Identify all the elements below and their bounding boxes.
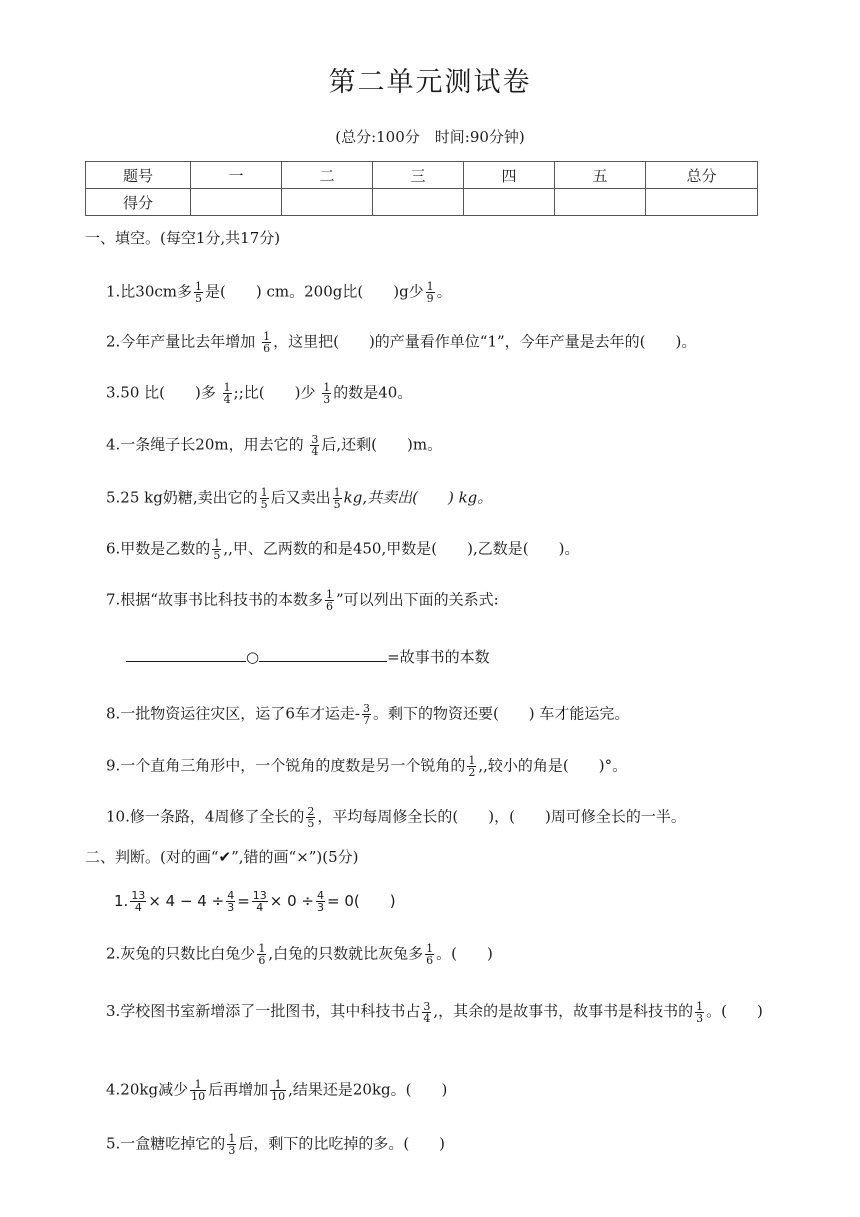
question-fill-5 [106,487,492,510]
question-text-segment: 1. [114,892,129,910]
question-judge-3 [106,996,806,1026]
fraction-denominator: 7 [362,714,370,727]
question-text-segment: 后又卖出 [270,488,331,507]
fraction [316,890,325,913]
fraction-denominator: 3 [323,393,331,406]
score-table-header-cell: 总分 [646,162,758,189]
score-table-header-row [86,162,758,189]
fraction-denominator: 4 [311,445,319,458]
fraction-denominator: 5 [333,498,341,511]
fraction-denominator: 6 [263,342,271,355]
fraction-denominator: 3 [316,901,324,914]
answer-blank [126,647,246,662]
score-table-score-row [86,189,758,216]
fraction [426,281,435,304]
question-text-segment: 2.今年产量比去年增加 [106,332,261,351]
fraction-denominator: 4 [423,1011,431,1025]
fraction-numerator: 1 [213,537,221,550]
page-title: 第二单元测试卷 [328,67,532,98]
question-text-segment: =故事书的本数 [387,648,490,666]
fraction-numerator: 3 [423,999,431,1013]
fraction [257,943,266,966]
question-fill-10 [106,806,686,829]
fraction [270,1079,286,1102]
question-text-segment: ”可以列出下面的关系式: [335,590,499,609]
section-heading-judge: 二、判断。(对的画“✔”,错的画“×”)(5分) [85,848,359,866]
fraction-denominator: 10 [271,1090,286,1103]
fraction-numerator: 1 [223,381,231,394]
question-text-segment: 7.根据“故事书比科技书的本数多 [106,590,323,609]
question-text-segment: 5.一盒糖吃掉它的 [106,1134,226,1153]
question-text-segment: 。( ) [436,944,493,963]
question-judge-1 [114,890,396,913]
fraction [130,890,146,913]
question-fill-3 [106,382,412,405]
fraction [322,382,331,405]
fraction-numerator: 2 [307,805,315,818]
question-fill-8 [106,703,629,726]
fraction-numerator: 1 [190,1079,206,1091]
question-fill-9 [106,755,627,778]
question-text-segment: 3.50 比( )多 [106,383,221,402]
fraction-numerator: 1 [325,588,333,601]
fraction-denominator: 6 [426,954,434,967]
question-text-segment: 后，剩下的比吃掉的多。( ) [238,1134,446,1153]
question-text-segment: 10.修一条路，4周修了全长的 [106,807,305,826]
fraction-numerator: 1 [228,1132,236,1145]
fraction-numerator: 1 [333,486,341,499]
fraction-denominator: 3 [228,1144,236,1157]
score-cell [555,189,646,216]
fraction-denominator: 2 [468,766,476,779]
fraction-numerator: 4 [227,889,235,902]
fraction-denominator: 5 [307,817,315,830]
fraction [425,943,434,966]
question-text-segment: 。 [436,282,452,301]
fraction [223,382,232,405]
fraction [310,434,319,457]
score-table-header-cell: 四 [464,162,555,189]
fraction-numerator: 1 [696,999,704,1013]
score-cell [282,189,373,216]
question-text-segment: ;;比( )少 [233,383,321,402]
score-cell [191,189,282,216]
fraction-denominator: 3 [227,901,235,914]
answer-blank [259,647,387,662]
fraction-numerator: 1 [260,486,268,499]
fraction-denominator: 4 [223,393,231,406]
fraction-numerator: 1 [323,381,331,394]
fraction [252,890,268,913]
fraction [695,1001,704,1024]
question-text-segment: ,,较小的角是( )°。 [478,756,628,775]
fraction-denominator: 5 [195,292,203,305]
score-table-header-cell: 一 [191,162,282,189]
page-subtitle: (总分:100分 时间:90分钟) [335,128,525,146]
fraction [227,1133,236,1156]
question-text-segment: 2.灰兔的只数比白兔少 [106,944,256,963]
fraction-numerator: 1 [426,942,434,955]
fraction-denominator: 6 [258,954,266,967]
fraction [333,487,342,510]
question-text-segment: 后再增加 [208,1080,269,1099]
question-text-segment: ,，其余的是故事书，故事书是科技书的 [433,1002,694,1020]
question-text-segment: ，平均每周修全长的( )，( )周可修全长的一半。 [317,807,686,826]
question-fill-2 [106,331,696,354]
fraction [422,1001,431,1024]
circle-symbol: ○ [246,648,260,666]
fraction-numerator: 1 [468,754,476,767]
fraction [306,806,315,829]
question-text-segment: kg,共卖出( ) kg。 [343,488,493,507]
fraction-numerator: 1 [270,1079,286,1091]
question-text-segment: × 0 ÷ [269,892,314,910]
question-judge-5 [106,1133,445,1156]
fraction [260,487,269,510]
fraction [190,1079,206,1102]
fraction-numerator: 3 [311,433,319,446]
fraction-numerator: 4 [316,889,324,902]
fraction-numerator: 13 [131,889,146,902]
fraction-numerator: 1 [258,942,266,955]
fraction-numerator: 1 [195,280,203,293]
question-text-segment: ,,甲、乙两数的和是450,甲数是( ),乙数是( )。 [223,539,580,558]
fraction-denominator: 4 [134,901,142,914]
fraction [325,589,334,612]
fraction-denominator: 6 [325,600,333,613]
question-fill-6 [106,538,579,561]
question-text-segment: 是( ) cm。200g比( )g少 [205,282,424,301]
score-table-row-label: 得分 [86,189,191,216]
fraction [262,331,271,354]
question-fill-7 [106,589,499,612]
question-text-segment: 后,还剩( )m。 [321,435,443,454]
question-text-segment: 4.20kg减少 [106,1080,189,1099]
fraction [362,703,371,726]
fraction [226,890,235,913]
fraction-denominator: 4 [256,901,264,914]
score-table-header-cell: 题号 [86,162,191,189]
question-text-segment: = [237,892,250,910]
score-table-header-cell: 二 [282,162,373,189]
question-text-segment: 。剩下的物资还要( ) 车才能运完。 [372,704,630,723]
fraction [467,755,476,778]
question-text-segment: 1.比30cm多 [106,282,193,301]
question-judge-2 [106,943,493,966]
question-text-segment: 6.甲数是乙数的 [106,539,211,558]
question-text-segment: = 0( ) [326,892,396,910]
score-table-header-cell: 三 [373,162,464,189]
fraction-numerator: 1 [263,330,271,343]
score-cell [373,189,464,216]
question-text-segment: ,结果还是20kg。( ) [288,1080,448,1099]
question-text-segment: 5.25 kg奶糖,卖出它的 [106,488,258,507]
fraction-denominator: 5 [260,498,268,511]
question-judge-4 [106,1079,447,1102]
fraction-denominator: 5 [213,549,221,562]
question-text-segment: 3.学校图书室新增添了一批图书，其中科技书占 [106,1002,421,1020]
question-text-segment: 。( ) [706,1002,763,1020]
fraction-denominator: 3 [696,1011,704,1025]
question-text-segment: × 4 − 4 ÷ [148,892,225,910]
question-text-segment: 8.一批物资运往灾区，运了6车才运走- [106,704,360,723]
question-text-segment: ,白兔的只数就比灰兔多 [268,944,424,963]
score-cell [464,189,555,216]
question-text-segment: 的数是40。 [333,383,413,402]
question-text-segment: ，这里把( )的产量看作单位“1”，今年产量是去年的( )。 [273,332,697,351]
fraction-numerator: 13 [252,889,267,902]
score-table-header-cell: 五 [555,162,646,189]
question-fill-4 [106,434,442,457]
question-text-segment: 4.一条绳子长20m，用去它的 [106,435,309,454]
fraction-numerator: 1 [426,280,434,293]
fraction [212,538,221,561]
question-7-formula [126,647,490,667]
section-heading-fill-in: 一、填空。(每空1分,共17分) [85,229,281,247]
score-cell [646,189,758,216]
fraction-numerator: 3 [362,702,370,715]
question-text-segment: 9.一个直角三角形中，一个锐角的度数是另一个锐角的 [106,756,466,775]
fraction-denominator: 10 [191,1090,206,1103]
fraction [194,281,203,304]
score-table [85,161,758,216]
fraction-denominator: 9 [426,292,434,305]
question-fill-1 [106,281,452,304]
